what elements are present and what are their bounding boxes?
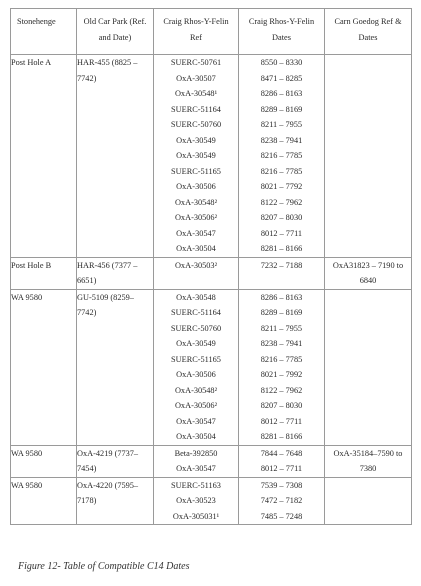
craig-date-value: 8021 – 7792 [260,182,303,191]
craig-date-value: 8238 – 7941 [260,135,303,145]
craig-ref-value: OxA-30547 [176,228,216,238]
craig-date-value: 8012 – 7711 [260,464,303,473]
craig-date-value: 8012 – 7711 [260,416,303,426]
craig-ref-cell [154,477,239,525]
table-row [11,289,412,445]
craig-ref-value: OxA-30506² [174,401,218,410]
craig-date-value: 8550 – 8330 [260,58,303,67]
old-car-park-cell: HAR-455 (8825 –7742) [77,55,154,258]
craig-ref-value: OxA-30548² [174,197,218,207]
craig-date-value: 8122 – 7962 [260,197,303,207]
craig-date-value: 8289 – 8169 [260,308,303,317]
craig-ref-value: OxA-30548 [176,292,216,302]
carn-goedog-cell [325,55,412,258]
craig-ref-value: OxA-30506 [176,370,216,379]
craig-ref-value: SUERC-51163 [171,480,221,490]
craig-date-cell [239,477,325,525]
craig-date-value: 8286 – 8163 [260,292,303,302]
old-car-park-cell: HAR-456 (7377 –6651) [77,257,154,289]
craig-ref-value: OxA-30503² [174,260,218,270]
craig-date-value: 8211 – 7955 [260,323,303,333]
site-cell: WA 9580 [11,445,77,477]
craig-ref-value: SUERC-50760 [170,323,222,333]
craig-ref-value: OxA-30523 [176,496,216,505]
craig-ref-value: OxA-30504 [176,244,216,253]
craig-date-value: 8211 – 7955 [260,120,303,129]
site-cell: Post Hole B [11,257,77,289]
figure-caption: Figure 12- Table of Compatible C14 Dates [18,561,190,572]
craig-date-value: 7485 – 7248 [260,511,303,521]
craig-ref-value: OxA-30507 [176,73,216,83]
craig-date-value: 7472 – 7182 [260,496,303,505]
craig-ref-value: OxA-30504 [176,432,216,441]
craig-ref-value: Beta-392850 [174,448,218,458]
craig-date-cell [239,257,325,289]
craig-ref-value: OxA-305031¹ [172,511,220,521]
craig-date-value: 7232 – 7188 [260,260,303,270]
craig-date-value: 8216 – 7785 [260,151,303,160]
craig-date-value: 8207 – 8030 [260,401,303,410]
table-row [11,257,412,289]
header-old-car-park: Old Car Park (Ref. and Date) [77,9,154,55]
craig-date-value: 8281 – 8166 [260,432,303,441]
craig-date-value: 8122 – 7962 [260,385,303,395]
craig-ref-value: OxA-30506 [176,182,216,191]
craig-date-value: 8207 – 8030 [260,213,303,222]
craig-date-value: 7539 – 7308 [260,480,303,490]
table-row [11,55,412,258]
craig-date-value: 8012 – 7711 [260,228,303,238]
craig-ref-value: SUERC-50761 [170,58,222,67]
craig-ref-value: SUERC-51164 [171,104,221,114]
carn-goedog-cell [325,289,412,445]
craig-date-cell [239,445,325,477]
craig-date-value: 8216 – 7785 [260,166,303,176]
site-cell: WA 9580 [11,289,77,445]
header-stonehenge: Stonehenge [11,9,77,55]
craig-ref-value: OxA-30549 [176,135,216,145]
carn-goedog-cell: OxA31823 – 7190 to 6840 [325,257,412,289]
old-car-park-cell: OxA-4220 (7595–7178) [77,477,154,525]
c14-dates-table [10,8,412,525]
carn-goedog-cell [325,477,412,525]
craig-date-value: 8289 – 8169 [260,104,303,114]
craig-date-value: 8286 – 8163 [260,89,303,98]
old-car-park-cell: GU-5109 (8259–7742) [77,289,154,445]
craig-ref-value: OxA-30506² [174,213,218,222]
craig-ref-cell [154,289,239,445]
craig-ref-value: OxA-30548² [174,385,218,395]
carn-goedog-cell: OxA-35184–7590 to 7380 [325,445,412,477]
craig-ref-value: OxA-30547 [176,416,216,426]
craig-date-value: 8216 – 7785 [260,354,303,364]
header-craig-dates: Craig Rhos-Y-Felin Dates [239,9,325,55]
craig-date-value: 8471 – 8285 [260,73,303,83]
craig-ref-cell [154,445,239,477]
craig-ref-cell [154,55,239,258]
table-header-row [11,9,412,55]
craig-ref-value: OxA-30548¹ [174,89,218,98]
site-cell: WA 9580 [11,477,77,525]
craig-ref-cell [154,257,239,289]
table-row [11,477,412,525]
craig-ref-value: SUERC-51165 [171,354,221,364]
craig-date-value: 8021 – 7992 [260,370,303,379]
craig-ref-value: SUERC-51165 [171,166,221,176]
table-row [11,445,412,477]
craig-date-cell [239,55,325,258]
craig-date-value: 8238 – 7941 [260,339,303,348]
table-body [11,55,412,525]
site-cell: Post Hole A [11,55,77,258]
craig-ref-value: OxA-30547 [176,464,216,473]
craig-ref-value: OxA-30549 [176,339,216,348]
old-car-park-cell: OxA-4219 (7737–7454) [77,445,154,477]
header-craig-ref: Craig Rhos-Y-Felin Ref [154,9,239,55]
craig-date-value: 7844 – 7648 [260,448,303,458]
craig-ref-value: SUERC-50760 [170,120,222,129]
craig-date-value: 8281 – 8166 [260,244,303,253]
header-carn-goedog: Carn Goedog Ref & Dates [325,9,412,55]
craig-date-cell [239,289,325,445]
craig-ref-value: OxA-30549 [176,151,216,160]
craig-ref-value: SUERC-51164 [171,308,221,317]
